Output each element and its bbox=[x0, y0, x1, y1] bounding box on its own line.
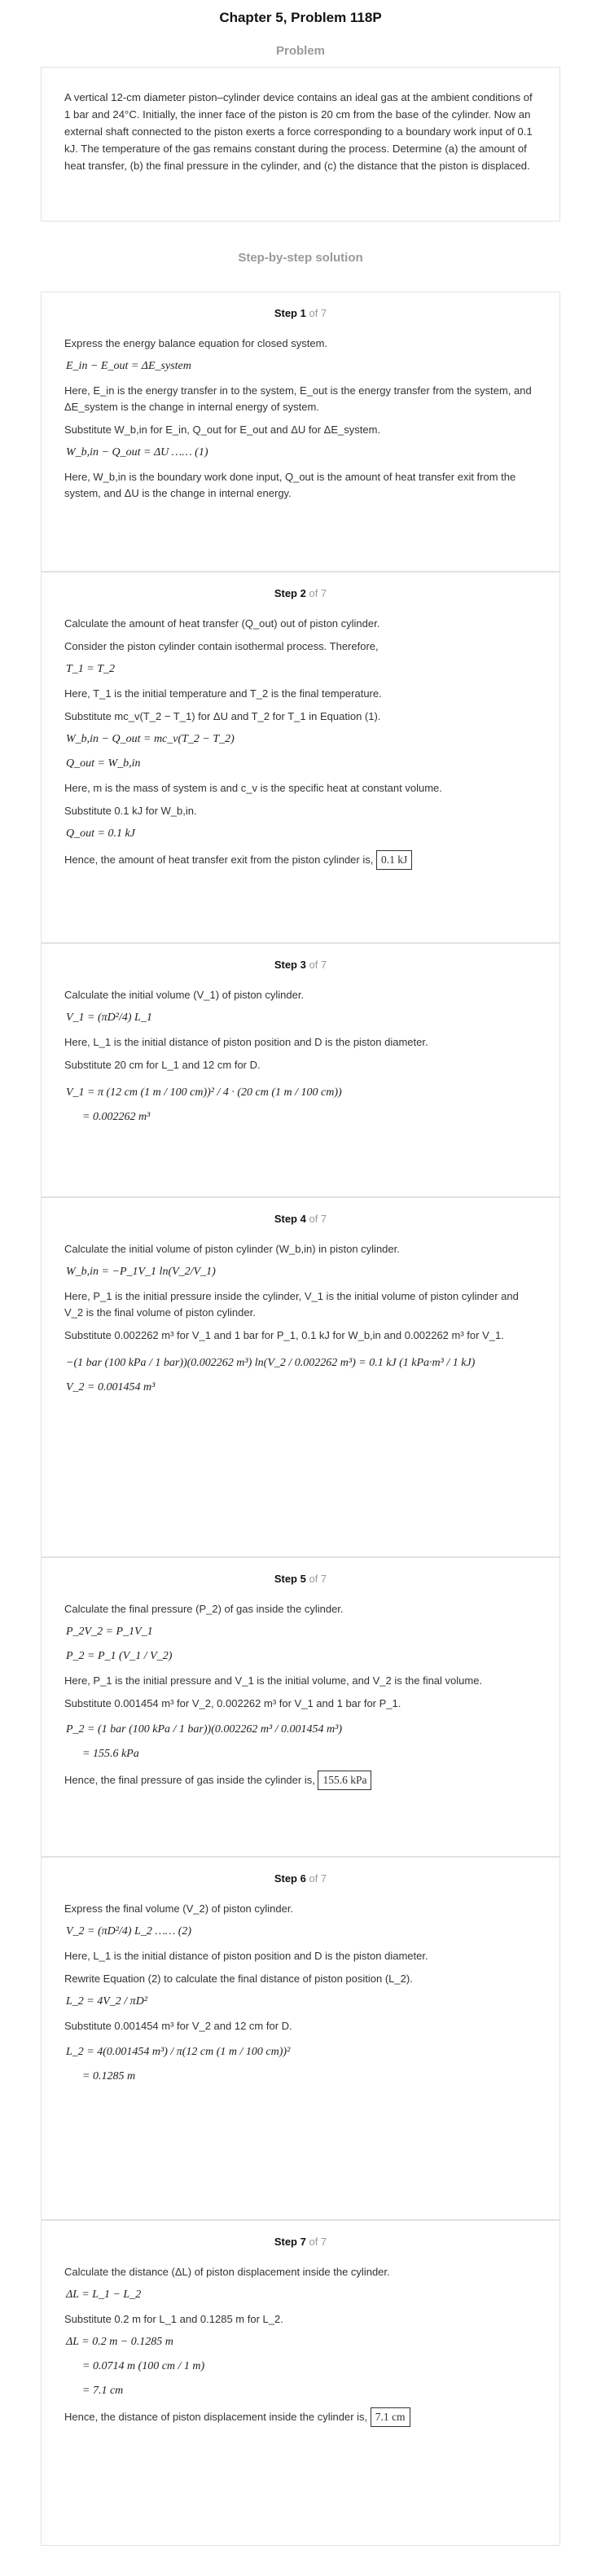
answer-box: 0.1 kJ bbox=[376, 850, 412, 870]
step-text: Substitute 0.001454 m³ for V_2, 0.002262 m³ for V_1 and 1 bar for P_1. bbox=[64, 1697, 401, 1709]
step-label: Step 2 bbox=[274, 587, 306, 599]
step-text: Calculate the final pressure (P_2) of gas inside the cylinder. bbox=[64, 1603, 344, 1615]
step-text: Here, T_1 is the initial temperature and T_2 is the final temperature. bbox=[64, 687, 382, 700]
problem-text: A vertical 12-cm diameter piston–cylinder device contains an ideal gas at the ambient conditions of 1 bar and 24°C. Initially, the inner face of the piston is 20 cm from the base of the cylinder. Now an external shaft connected to the piston exerts a force corresponding to a boundary work input of 0.1 kJ. The temperature of the gas remains constant during the process. Determine (a) the amount of heat transfer, (b) the final pressure in the cylinder, and (c) the distance that the piston is displaced. bbox=[64, 91, 533, 172]
equation: V_1 = π (12 cm (1 m / 100 cm))² / 4 · (20 cm (1 m / 100 cm)) bbox=[66, 1086, 342, 1099]
equation: P_2V_2 = P_1V_1 bbox=[66, 1626, 153, 1638]
step-text: Here, L_1 is the initial distance of piston position and D is the piston diameter. bbox=[64, 1036, 428, 1048]
equation: = 0.1285 m bbox=[82, 2070, 136, 2082]
equation: = 0.002262 m³ bbox=[82, 1111, 151, 1123]
step-3-title bbox=[42, 959, 559, 971]
step-1-card bbox=[41, 292, 560, 572]
step-text: Rewrite Equation (2) to calculate the final distance of piston position (L_2). bbox=[64, 1973, 413, 1985]
step-6-card bbox=[41, 1857, 560, 2220]
problem-box bbox=[41, 67, 560, 222]
equation: V_1 = (πD²/4) L_1 bbox=[66, 1012, 152, 1024]
step-count: of 7 bbox=[309, 2236, 327, 2248]
step-text: Express the final volume (V_2) of piston cylinder. bbox=[64, 1902, 294, 1915]
equation: L_2 = 4(0.001454 m³) / π(12 cm (1 m / 100 cm))² bbox=[66, 2046, 291, 2058]
step-text: Here, P_1 is the initial pressure inside the cylinder, V_1 is the initial volume of piston cylinder and V_2 is the final volume of piston cylinder. bbox=[64, 1290, 519, 1319]
step-conclusion bbox=[64, 2407, 537, 2427]
equation: T_1 = T_2 bbox=[66, 663, 116, 675]
step-text: Here, L_1 is the initial distance of piston position and D is the piston diameter. bbox=[64, 1950, 428, 1962]
equation: V_2 = (πD²/4) L_2 …… (2) bbox=[66, 1925, 192, 1937]
equation: −(1 bar (100 kPa / 1 bar))(0.002262 m³) ln(V_2 / 0.002262 m³) = 0.1 kJ (1 kPa·m³ / 1 kJ) bbox=[66, 1357, 476, 1369]
step-text: Here, W_b,in is the boundary work done input, Q_out is the amount of heat transfer exit from the system, and ΔU is the change in internal energy. bbox=[64, 471, 516, 499]
step-conclusion bbox=[64, 850, 537, 870]
step-count: of 7 bbox=[309, 1213, 327, 1225]
page-title: Chapter 5, Problem 118P bbox=[219, 10, 382, 25]
equation: W_b,in − Q_out = mc_v(T_2 − T_2) bbox=[66, 733, 235, 745]
step-text: Substitute 0.2 m for L_1 and 0.1285 m for L_2. bbox=[64, 2313, 283, 2325]
equation: L_2 = 4V_2 / πD² bbox=[66, 1995, 147, 2008]
step-7-card bbox=[41, 2220, 560, 2546]
step-text: Consider the piston cylinder contain isothermal process. Therefore, bbox=[64, 640, 379, 652]
step-text: Calculate the distance (ΔL) of piston displacement inside the cylinder. bbox=[64, 2266, 390, 2278]
step-label: Step 4 bbox=[274, 1213, 306, 1225]
step-label: Step 1 bbox=[274, 307, 306, 319]
step-text: Substitute mc_v(T_2 − T_1) for ΔU and T_2 for T_1 in Equation (1). bbox=[64, 710, 381, 722]
equation: = 0.0714 m (100 cm / 1 m) bbox=[82, 2360, 205, 2372]
step-2-card bbox=[41, 572, 560, 943]
solution-heading: Step-by-step solution bbox=[238, 251, 363, 265]
step-text: Substitute 20 cm for L_1 and 12 cm for D. bbox=[64, 1059, 261, 1071]
step-4-title bbox=[42, 1213, 559, 1225]
step-count: of 7 bbox=[309, 1872, 327, 1885]
step-7-title bbox=[42, 2236, 559, 2248]
conclusion-text: Hence, the distance of piston displacement inside the cylinder is, bbox=[64, 2411, 368, 2423]
step-text: Calculate the initial volume of piston cylinder (W_b,in) in piston cylinder. bbox=[64, 1243, 400, 1255]
step-3-card bbox=[41, 943, 560, 1197]
step-count: of 7 bbox=[309, 587, 327, 599]
step-5-title bbox=[42, 1573, 559, 1585]
equation: V_2 = 0.001454 m³ bbox=[66, 1381, 156, 1393]
equation: W_b,in = −P_1V_1 ln(V_2/V_1) bbox=[66, 1266, 216, 1278]
step-text: Substitute W_b,in for E_in, Q_out for E_out and ΔU for ΔE_system. bbox=[64, 423, 381, 436]
equation: = 155.6 kPa bbox=[82, 1748, 139, 1760]
answer-box: 7.1 cm bbox=[371, 2407, 410, 2427]
step-label: Step 7 bbox=[274, 2236, 306, 2248]
step-1-title bbox=[42, 307, 559, 319]
step-label: Step 6 bbox=[274, 1872, 306, 1885]
step-label: Step 3 bbox=[274, 959, 306, 971]
equation: P_2 = P_1 (V_1 / V_2) bbox=[66, 1650, 173, 1662]
step-6-title bbox=[42, 1872, 559, 1885]
conclusion-text: Hence, the final pressure of gas inside the cylinder is, bbox=[64, 1774, 315, 1786]
step-count: of 7 bbox=[309, 959, 327, 971]
step-text: Here, m is the mass of system is and c_v is the specific heat at constant volume. bbox=[64, 782, 442, 794]
step-text: Substitute 0.1 kJ for W_b,in. bbox=[64, 805, 197, 817]
equation: Q_out = 0.1 kJ bbox=[66, 827, 135, 840]
conclusion-text: Hence, the amount of heat transfer exit from the piston cylinder is, bbox=[64, 854, 374, 866]
step-text: Substitute 0.002262 m³ for V_1 and 1 bar for P_1, 0.1 kJ for W_b,in and 0.002262 m³ for V_1. bbox=[64, 1329, 504, 1341]
step-count: of 7 bbox=[309, 1573, 327, 1585]
equation: Q_out = W_b,in bbox=[66, 757, 141, 770]
step-text: Here, E_in is the energy transfer in to the system, E_out is the energy transfer from the system, and ΔE_system is the change in internal energy of system. bbox=[64, 384, 532, 413]
equation: = 7.1 cm bbox=[82, 2385, 124, 2397]
equation: E_in − E_out = ΔE_system bbox=[66, 360, 191, 372]
equation: ΔL = L_1 − L_2 bbox=[66, 2289, 142, 2301]
step-text: Express the energy balance equation for closed system. bbox=[64, 337, 328, 349]
answer-box: 155.6 kPa bbox=[318, 1771, 371, 1790]
step-count: of 7 bbox=[309, 307, 327, 319]
equation: W_b,in − Q_out = ΔU …… (1) bbox=[66, 446, 208, 459]
step-label: Step 5 bbox=[274, 1573, 306, 1585]
step-conclusion bbox=[64, 1771, 537, 1790]
step-text: Calculate the amount of heat transfer (Q_out) out of piston cylinder. bbox=[64, 617, 380, 630]
step-text: Calculate the initial volume (V_1) of piston cylinder. bbox=[64, 989, 305, 1001]
step-2-title bbox=[42, 587, 559, 599]
equation: ΔL = 0.2 m − 0.1285 m bbox=[66, 2336, 173, 2348]
equation: P_2 = (1 bar (100 kPa / 1 bar))(0.002262 m³ / 0.001454 m³) bbox=[66, 1723, 343, 1736]
step-text: Substitute 0.001454 m³ for V_2 and 12 cm for D. bbox=[64, 2020, 292, 2032]
step-text: Here, P_1 is the initial pressure and V_1 is the initial volume, and V_2 is the final volume. bbox=[64, 1674, 483, 1687]
problem-heading: Problem bbox=[275, 44, 325, 58]
step-4-card bbox=[41, 1197, 560, 1557]
step-5-card bbox=[41, 1557, 560, 1857]
